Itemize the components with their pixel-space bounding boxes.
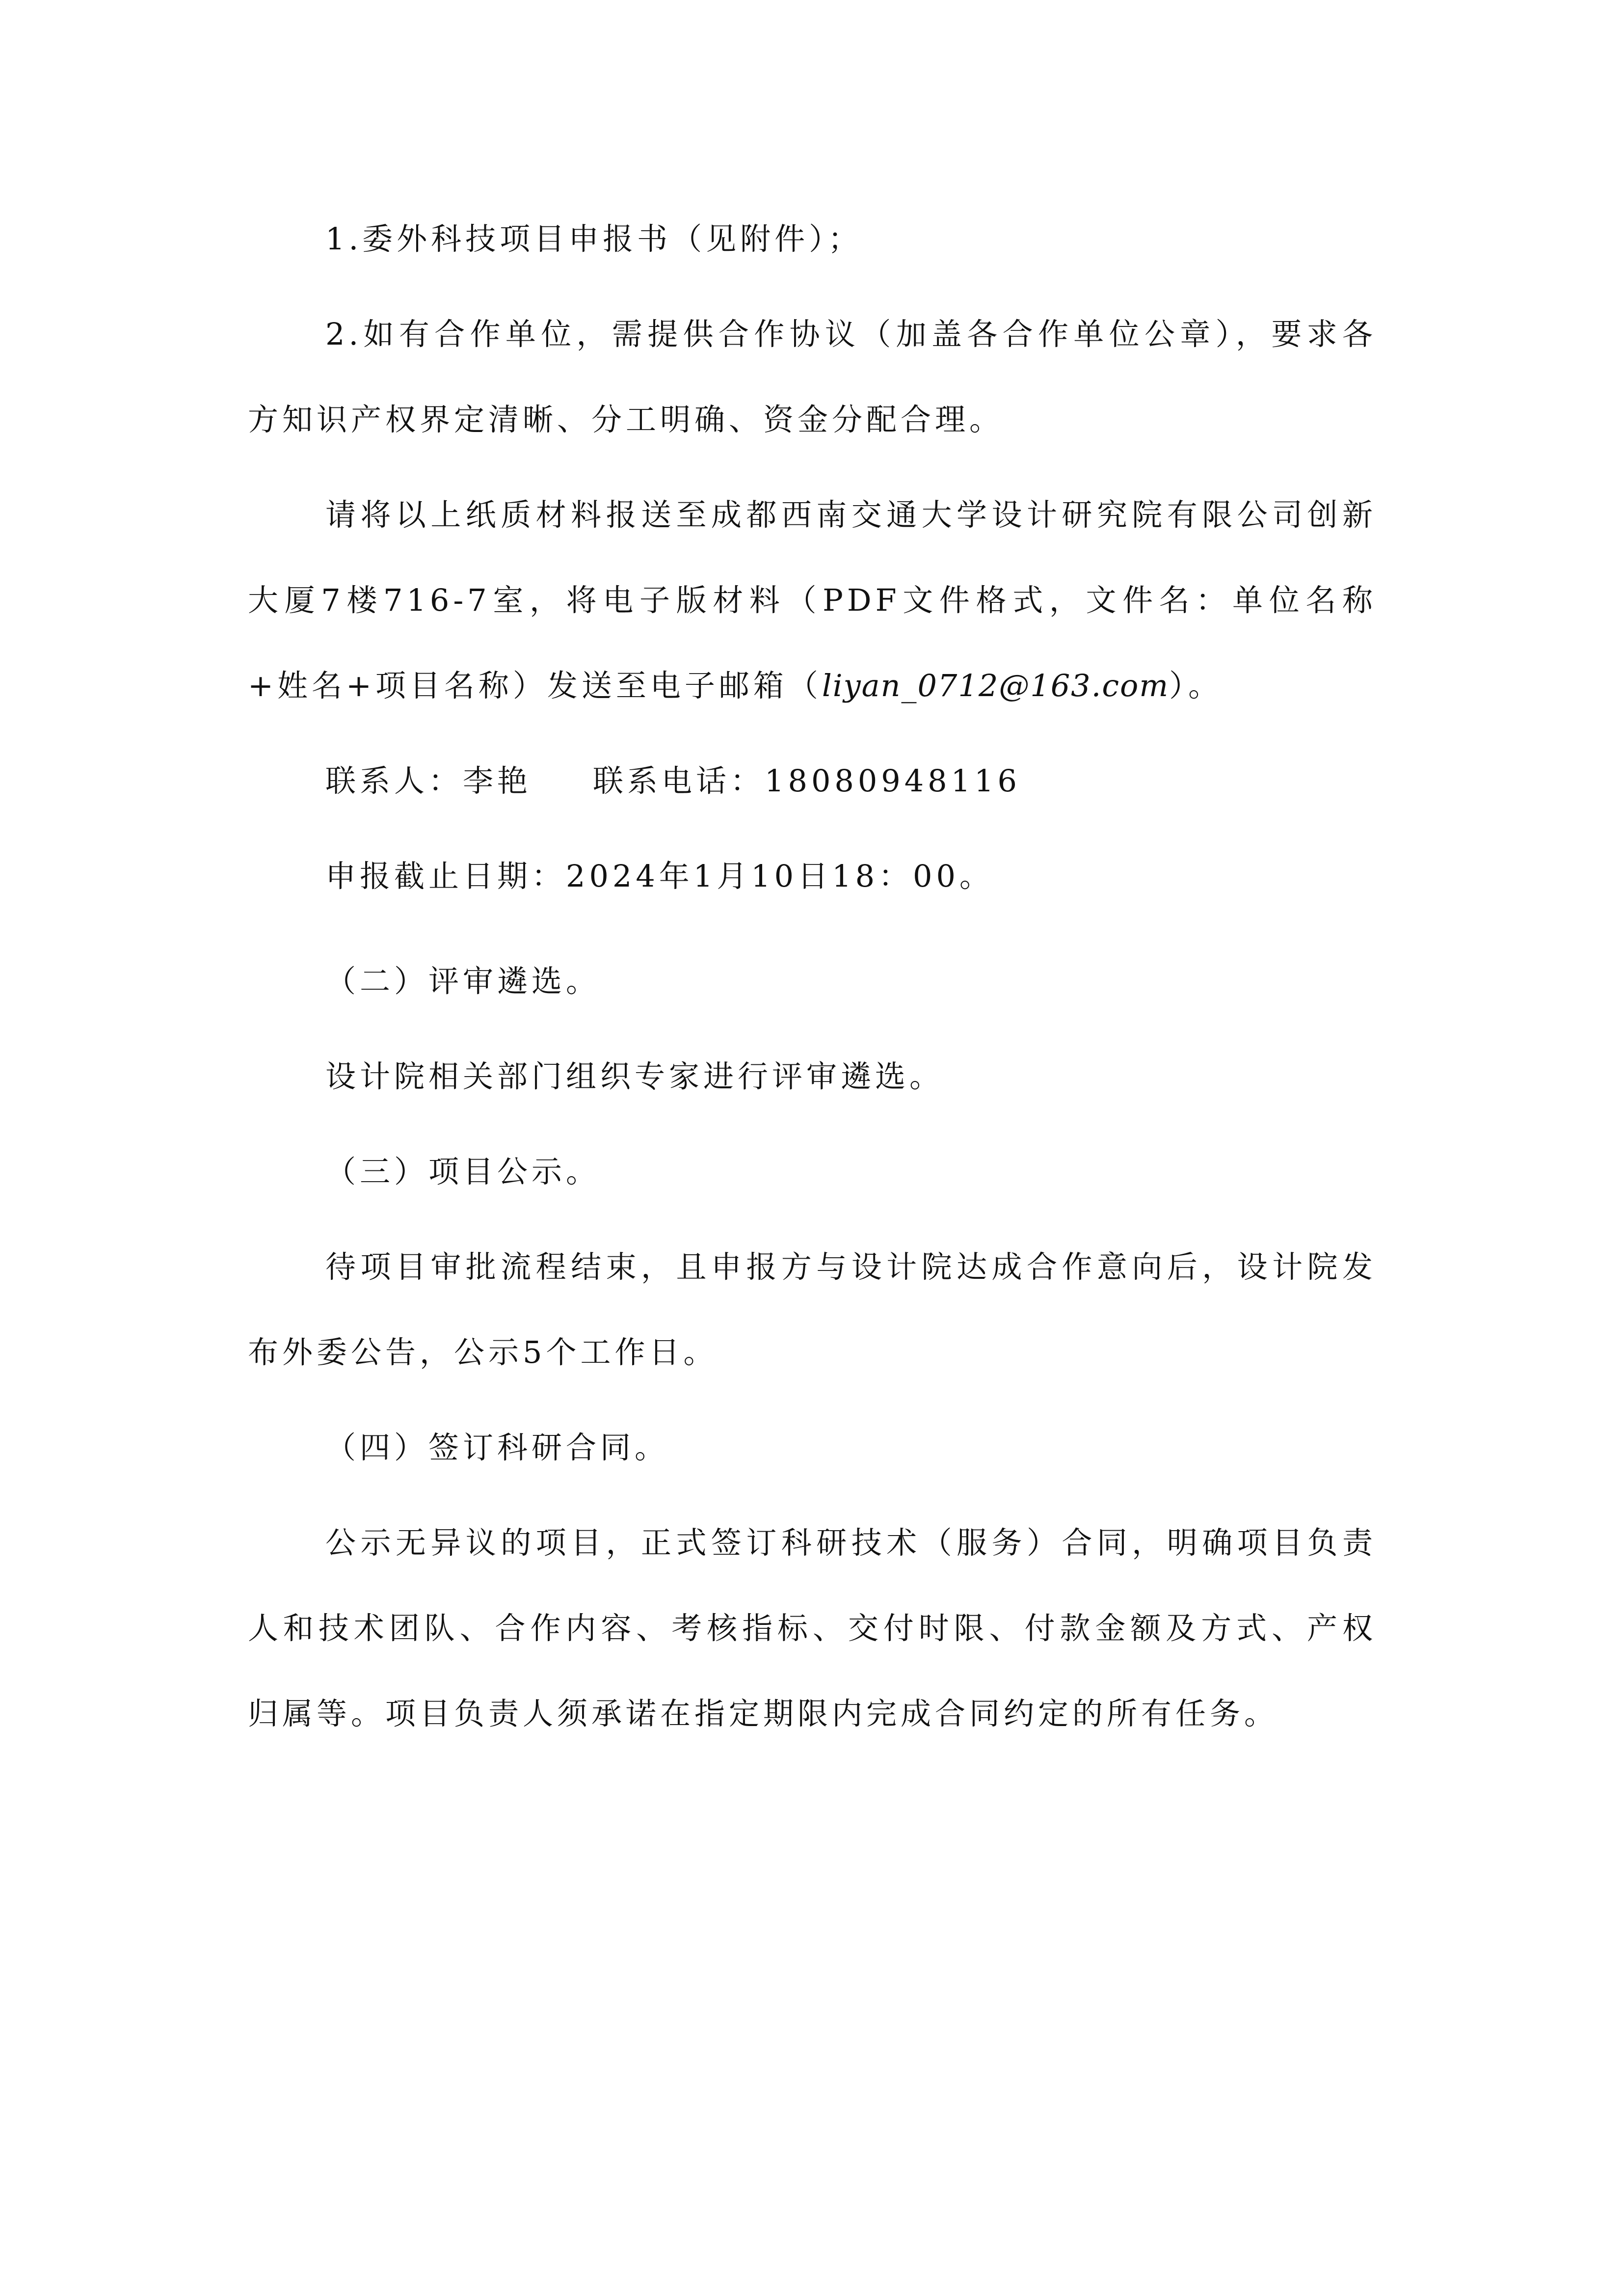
section-2-body: 设计院相关部门组织专家进行评审遴选。: [325, 1058, 944, 1094]
section-3-heading: （三）项目公示。: [325, 1154, 601, 1189]
section-4-heading: （四）签订科研合同。: [325, 1430, 669, 1465]
contact-phone-label: 联系电话：: [593, 763, 765, 799]
submission-paragraph: [248, 472, 1377, 729]
contact-person: 李艳: [463, 763, 532, 799]
item-2: 2.如有合作单位，需提供合作协议（加盖各合作单位公章），要求各方知识产权界定清晰、分工明确、资金分配合理。: [248, 316, 1377, 437]
item-1: 1.委外科技项目申报书（见附件）；: [325, 221, 863, 257]
contact-person-label: 联系人：: [325, 763, 463, 799]
document-body: [248, 196, 1377, 1756]
section-3-body: 待项目审批流程结束，且申报方与设计院达成合作意向后，设计院发布外委公告，公示5个工作日。: [248, 1249, 1377, 1370]
section-2-heading: （二）评审遴选。: [325, 963, 601, 999]
submission-text-end: ）。: [1169, 668, 1223, 703]
submission-text: 请将以上纸质材料报送至成都西南交通大学设计研究院有限公司创新大厦7楼716-7室，将电子版材料（PDF文件格式，文件名：单位名称+姓名+项目名称）发送至电子邮箱（: [248, 497, 1377, 703]
section-4-body: 公示无异议的项目，正式签订科研技术（服务）合同，明确项目负责人和技术团队、合作内容、考核指标、交付时限、付款金额及方式、产权归属等。项目负责人须承诺在指定期限内完成合同约定的所有任务。: [248, 1525, 1377, 1731]
contact-phone: 18080948116: [765, 763, 1021, 799]
deadline: 申报截止日期：2024年1月10日18：00。: [325, 858, 994, 894]
contact-line: [248, 738, 1377, 824]
email-address: liyan_0712@163.com: [822, 668, 1170, 703]
